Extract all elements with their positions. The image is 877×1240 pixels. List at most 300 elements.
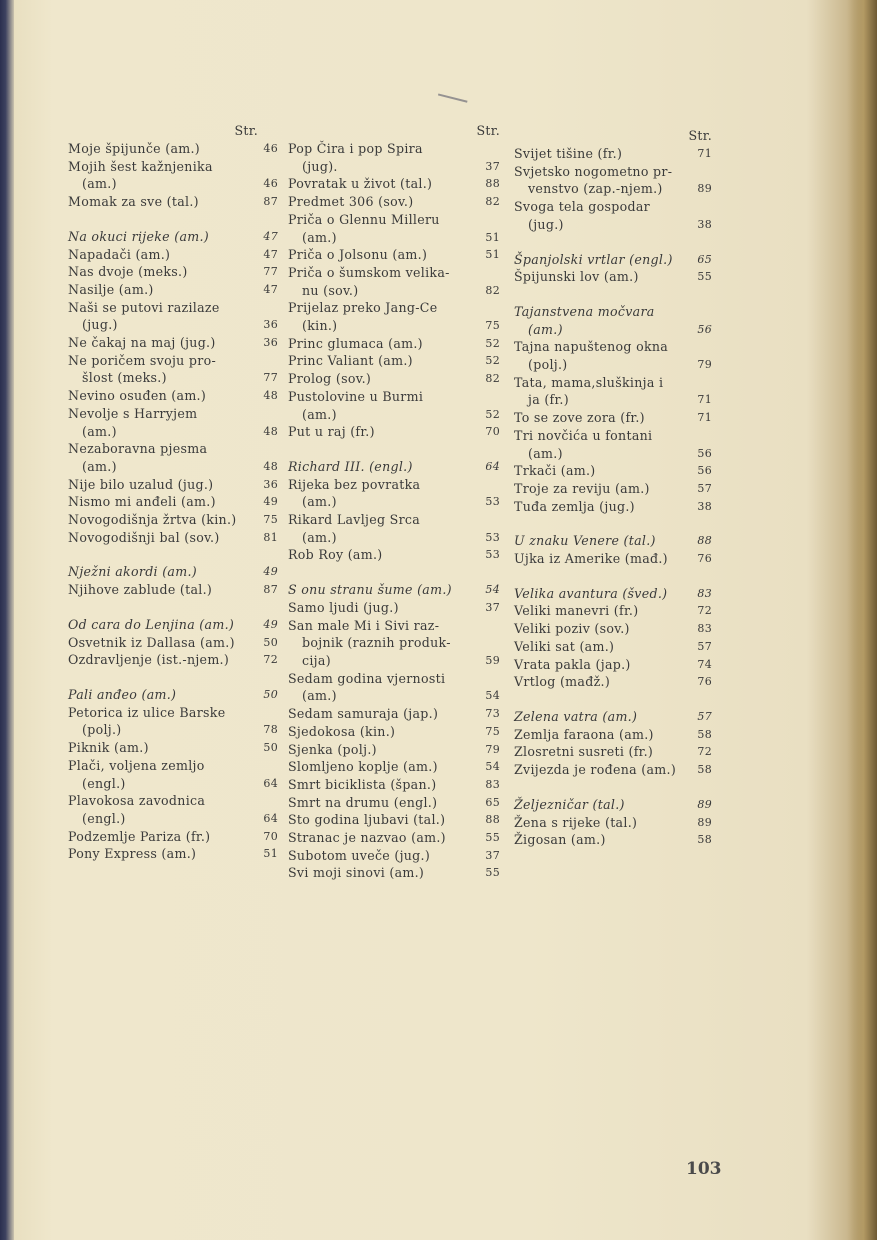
entry-page-number: 83 [697,586,712,600]
entry-title-line: Veliki manevri (fr.) [514,603,639,619]
entry-title-line: To se zove zora (fr.) [514,410,645,426]
entry-title-line: (engl.) [82,810,126,826]
index-column-1 [68,122,278,863]
entry-page-number: 54 [485,583,500,597]
entry-title [288,211,478,246]
entry-title-line: Ozdravljenje (ist.-njem.) [68,652,230,668]
entry-title-line: bojnik (raznih produk- [302,635,451,651]
index-entry [514,814,712,832]
entry-title-line: Novogodišnji bal (sov.) [68,529,220,545]
index-entry [514,620,712,638]
entry-title-line: (am.) [302,406,337,422]
entry-page-number: 51 [485,230,500,244]
entry-title [68,193,256,211]
entry-page-number: 55 [485,831,500,845]
entry-title [288,864,478,882]
entry-title [288,581,478,599]
entry-page-number: 48 [263,424,278,438]
entry-page-number: 64 [263,776,278,790]
entry-page-number: 54 [485,760,500,774]
index-entry [288,599,500,617]
entry-page-number: 52 [485,354,500,368]
entry-page-number: 70 [485,425,500,439]
entry-title [288,423,478,441]
entry-page-number: 75 [485,724,500,738]
entry-title-line: (polj.) [528,357,568,373]
entry-page-number: 89 [697,182,712,196]
entry-page-number: 79 [697,358,712,372]
entry-title [68,563,256,581]
index-entry [68,263,278,281]
entry-title [514,480,690,498]
entry-title [514,374,690,409]
entry-title-line: šlost (meks.) [82,370,167,386]
entry-title-line: Vrtlog (mađž.) [514,674,611,690]
entry-page-number: 50 [263,635,278,649]
entry-title-line: (jug.) [82,317,118,333]
entry-title-line: Tajna napuštenog okna [514,339,669,355]
index-entry [288,741,500,759]
entry-title [514,761,690,779]
entry-title-line: Napadači (am.) [68,246,171,262]
index-entry [68,739,278,757]
entry-page-number: 37 [485,848,500,862]
entry-page-number: 57 [697,709,712,723]
entry-title [68,704,256,739]
entry-title [514,251,690,269]
index-entry [288,581,500,599]
entry-title-line: (jug.) [528,216,564,232]
index-entry [514,673,712,691]
entry-title [514,303,690,338]
entry-page-number: 57 [697,481,712,495]
index-entry [514,656,712,674]
index-entry [288,264,500,299]
entry-page-number: 55 [485,866,500,880]
entry-title-line: (kin.) [302,318,338,334]
page-edge [847,0,877,1240]
entry-page-number: 49 [263,565,278,579]
entry-page-number: 79 [485,742,500,756]
entry-title [68,352,256,387]
entry-title-line: Put u raj (fr.) [288,424,375,440]
entry-page-number: 72 [697,745,712,759]
entry-title [288,847,478,865]
entry-title [68,387,256,405]
index-entry [68,140,278,158]
entry-title [68,493,256,511]
index-entry [288,423,500,441]
entry-page-number: 53 [485,495,500,509]
entry-title [288,758,478,776]
entry-title [288,741,478,759]
index-entry [514,638,712,656]
entry-page-number: 53 [485,530,500,544]
index-entry [288,370,500,388]
entry-title [68,246,256,264]
entry-title-line: Moje špijunče (am.) [68,141,201,156]
entry-title-line: Pustolovine u Burmi [288,388,424,404]
entry-title [288,723,478,741]
entry-page-number: 47 [263,282,278,296]
entry-title-line: Nezaboravna pjesma [68,441,208,457]
section-gap [514,568,712,585]
index-entry [514,462,712,480]
index-entry [288,794,500,812]
entry-page-number: 46 [263,142,278,155]
entry-title-line: Princ Valiant (am.) [288,353,413,369]
entry-page-number: 36 [263,336,278,350]
entry-title-line: (jug). [302,158,338,174]
index-entry [68,845,278,863]
entry-title-line: Ne čakaj na maj (jug.) [68,335,216,351]
section-gap [514,286,712,303]
entry-title-line: Pop Čira i pop Spira [288,141,423,156]
entry-page-number: 47 [263,247,278,261]
entry-title-line: Žena s rijeke (tal.) [514,814,638,830]
entry-title [288,299,478,334]
entry-page-number: 57 [697,639,712,653]
entry-title [514,602,690,620]
entry-page-number: 56 [697,322,712,336]
index-entry [288,864,500,882]
index-entry [68,616,278,634]
entry-page-number: 52 [485,407,500,421]
entry-title-line: (polj.) [82,722,122,738]
entry-page-number: 52 [485,336,500,350]
entry-title-line: (am.) [302,229,337,245]
section-gap [288,441,500,458]
index-entry [514,831,712,849]
entry-page-number: 47 [263,229,278,243]
entry-title-line: Tuđa zemlja (jug.) [514,498,635,514]
entry-title [514,338,690,373]
entry-title-line: (am.) [82,458,117,474]
entry-title [514,198,690,233]
entry-page-number: 71 [697,147,712,160]
index-entry [288,175,500,193]
entry-page-number: 38 [697,499,712,513]
entry-title-line: Sedam samuraja (jap.) [288,706,439,722]
entry-title [68,158,256,193]
entry-title-line: Predmet 306 (sov.) [288,194,414,210]
entry-title [514,268,690,286]
entry-title [68,334,256,352]
index-entry [514,743,712,761]
section-gap [288,564,500,581]
entry-title [288,829,478,847]
entry-title [288,335,478,353]
index-entry [288,476,500,511]
entry-title [288,175,478,193]
index-entry [68,828,278,846]
entry-title [288,794,478,812]
entry-page-number: 72 [697,604,712,618]
entry-page-number: 48 [263,389,278,403]
entry-title [68,845,256,863]
index-entry [514,198,712,233]
entry-title-line: cija) [302,652,331,668]
entry-page-number: 75 [485,319,500,333]
entry-title [68,581,256,599]
entry-page-number: 77 [263,265,278,279]
entry-title-line: Mojih šest kažnjenika [68,158,213,174]
entry-title [288,617,478,670]
entry-title-line: (am.) [528,445,563,461]
entry-title-line: Samo ljudi (jug.) [288,599,399,615]
index-entry [288,546,500,564]
entry-title [68,405,256,440]
entry-title [288,811,478,829]
entry-title [514,726,690,744]
entry-title [288,193,478,211]
entry-page-number: 55 [697,270,712,284]
entry-page-number: 65 [697,252,712,266]
entry-title [288,599,478,617]
entry-title-line: Priča o šumskom velika- [288,264,450,280]
entry-title-line: Rob Roy (am.) [288,547,383,563]
entry-page-number: 72 [263,653,278,667]
entry-page-number: 56 [697,464,712,478]
index-entry [514,145,712,163]
index-entry [68,529,278,547]
index-entry [514,303,712,338]
entry-title-line: Prolog (sov.) [288,371,372,387]
index-entry [68,405,278,440]
index-entry [288,140,500,175]
index-entry [68,511,278,529]
index-entry [288,211,500,246]
entry-list [68,140,278,863]
entry-title-line: Smrt biciklista (špan.) [288,776,437,792]
entry-page-number: 70 [263,829,278,843]
entry-page-number: 74 [697,657,712,671]
entry-title [68,228,256,246]
index-entry [68,352,278,387]
entry-title [514,638,690,656]
entry-title-line: Od cara do Lenjina (am.) [68,616,235,632]
index-entry [288,352,500,370]
entry-list [514,145,712,849]
entry-title [68,792,256,827]
entry-title-line: Ujka iz Amerike (mađ.) [514,551,668,567]
entry-title [68,529,256,547]
section-gap [68,599,278,616]
section-gap [514,515,712,532]
entry-page-number: 56 [697,446,712,460]
entry-title-line: Osvetnik iz Dallasa (am.) [68,634,235,650]
entry-title-line: Veliki sat (am.) [514,638,615,654]
entry-title [68,511,256,529]
entry-title-line: Nevolje s Harryjem [68,405,198,421]
entry-title [514,708,690,726]
entry-title-line: Plači, voljena zemljo [68,757,205,773]
index-entry [514,251,712,269]
index-entry [514,796,712,814]
entry-page-number: 82 [485,372,500,386]
index-entry [68,440,278,475]
entry-title-line: Sedam godina vjernosti [288,670,446,686]
entry-title [514,409,690,427]
entry-page-number: 49 [263,617,278,631]
index-entry [514,480,712,498]
index-column-3 [514,122,712,849]
entry-title-line: Povratak u život (tal.) [288,176,433,192]
entry-title-line: (am.) [302,494,337,510]
entry-page-number: 76 [697,552,712,566]
entry-title [288,546,478,564]
entry-title-line: Velika avantura (šved.) [514,585,668,601]
entry-title-line: Piknik (am.) [68,740,149,756]
entry-page-number: 89 [697,815,712,829]
entry-title [68,281,256,299]
index-entry [288,458,500,476]
entry-title-line: Žigosan (am.) [514,832,606,848]
entry-title-line: (am.) [302,688,337,704]
entry-title-line: Priča o Glennu Milleru [288,211,440,227]
entry-title [288,776,478,794]
entry-title [514,831,690,849]
entry-page-number: 50 [263,687,278,701]
entry-page-number: 83 [697,622,712,636]
column-header: Str. [688,128,712,143]
entry-title [68,476,256,494]
index-entry [288,829,500,847]
entry-title-line: Veliki poziv (sov.) [514,621,630,637]
index-entry [68,651,278,669]
index-column-2 [288,122,500,882]
entry-title [288,458,478,476]
index-entry [288,193,500,211]
index-entry [68,686,278,704]
entry-title-line: Sjedokosa (kin.) [288,723,396,739]
entry-page-number: 51 [485,248,500,262]
entry-title-line: nu (sov.) [302,282,359,298]
entry-title-line: Svoga tela gospodar [514,199,650,215]
entry-title-line: Trkači (am.) [514,463,596,479]
entry-page-number: 58 [697,763,712,777]
index-entry [514,761,712,779]
index-entry [514,532,712,550]
entry-title-line: Richard III. (engl.) [288,458,413,474]
entry-title [514,163,690,198]
index-entry [68,193,278,211]
entry-title [514,673,690,691]
entry-title-line: Pali anđeo (am.) [68,686,177,702]
entry-title-line: Tata, mama,sluškinja i [514,374,664,390]
entry-page-number: 46 [263,177,278,191]
entry-page-number: 38 [697,217,712,231]
entry-title [68,140,256,158]
index-entry [514,585,712,603]
entry-title-line: Špijunski lov (am.) [514,269,639,285]
entry-page-number: 88 [485,813,500,827]
entry-title [514,656,690,674]
index-entry [68,246,278,264]
index-entry [68,228,278,246]
entry-title-line: Smrt na drumu (engl.) [288,794,438,810]
index-entry [514,726,712,744]
entry-page-number: 87 [263,583,278,597]
index-entry [288,705,500,723]
entry-title [288,140,478,175]
index-entry [288,776,500,794]
entry-page-number: 82 [485,195,500,209]
index-entry [68,476,278,494]
entry-title-line: U znaku Venere (tal.) [514,533,656,549]
entry-title-line: Tajanstvena močvara [514,303,655,319]
entry-title [514,145,690,163]
entry-title-line: Novogodišnja žrtva (kin.) [68,512,237,528]
entry-title-line: (am.) [302,529,337,545]
entry-title [514,498,690,516]
entry-title-line: Nismo mi anđeli (am.) [68,494,216,510]
entry-title-line: Pony Express (am.) [68,846,197,862]
index-entry [68,493,278,511]
section-gap [68,211,278,228]
entry-title-line: Sto godina ljubavi (tal.) [288,812,446,828]
entry-title [288,511,478,546]
entry-title-line: Nas dvoje (meks.) [68,264,188,280]
entry-title [288,670,478,705]
entry-title-line: Željezničar (tal.) [514,796,625,812]
entry-page-number: 78 [263,723,278,737]
entry-list [288,140,500,882]
entry-page-number: 54 [485,689,500,703]
section-gap [514,691,712,708]
entry-title-line: Sjenka (polj.) [288,741,377,757]
entry-page-number: 48 [263,459,278,473]
entry-page-number: 50 [263,741,278,755]
entry-page-number: 76 [697,675,712,689]
entry-page-number: 77 [263,371,278,385]
entry-title-line: Subotom uveče (jug.) [288,847,431,863]
entry-title [288,370,478,388]
entry-title [288,264,478,299]
entry-title-line: ja (fr.) [528,392,569,408]
entry-page-number: 37 [485,159,500,173]
index-entry [514,163,712,198]
entry-title-line: Troje za reviju (am.) [514,480,650,496]
entry-title-line: Podzemlje Pariza (fr.) [68,828,211,844]
index-entry [514,427,712,462]
entry-title [514,427,690,462]
index-entry [288,511,500,546]
entry-page-number: 71 [697,411,712,425]
entry-title-line: Petorica iz ulice Barske [68,704,226,720]
index-entry [514,602,712,620]
entry-page-number: 88 [485,177,500,191]
section-gap [68,546,278,563]
page-number: 103 [686,1159,722,1179]
index-entry [288,299,500,334]
entry-title [288,352,478,370]
entry-title [68,299,256,334]
entry-page-number: 65 [485,795,500,809]
entry-title-line: (am.) [82,176,117,192]
entry-title-line: Prijelaz preko Jang-Ce [288,300,438,316]
entry-title-line: Vrata pakla (jap.) [514,656,631,672]
index-entry [288,758,500,776]
ink-smudge [436,93,467,108]
entry-page-number: 82 [485,283,500,297]
index-entry [514,268,712,286]
entry-page-number: 83 [485,777,500,791]
index-entry [288,388,500,423]
entry-title-line: Tri novčića u fontani [514,427,653,443]
entry-title-line: venstvo (zap.-njem.) [528,181,663,197]
entry-title-line: Nasilje (am.) [68,281,154,297]
